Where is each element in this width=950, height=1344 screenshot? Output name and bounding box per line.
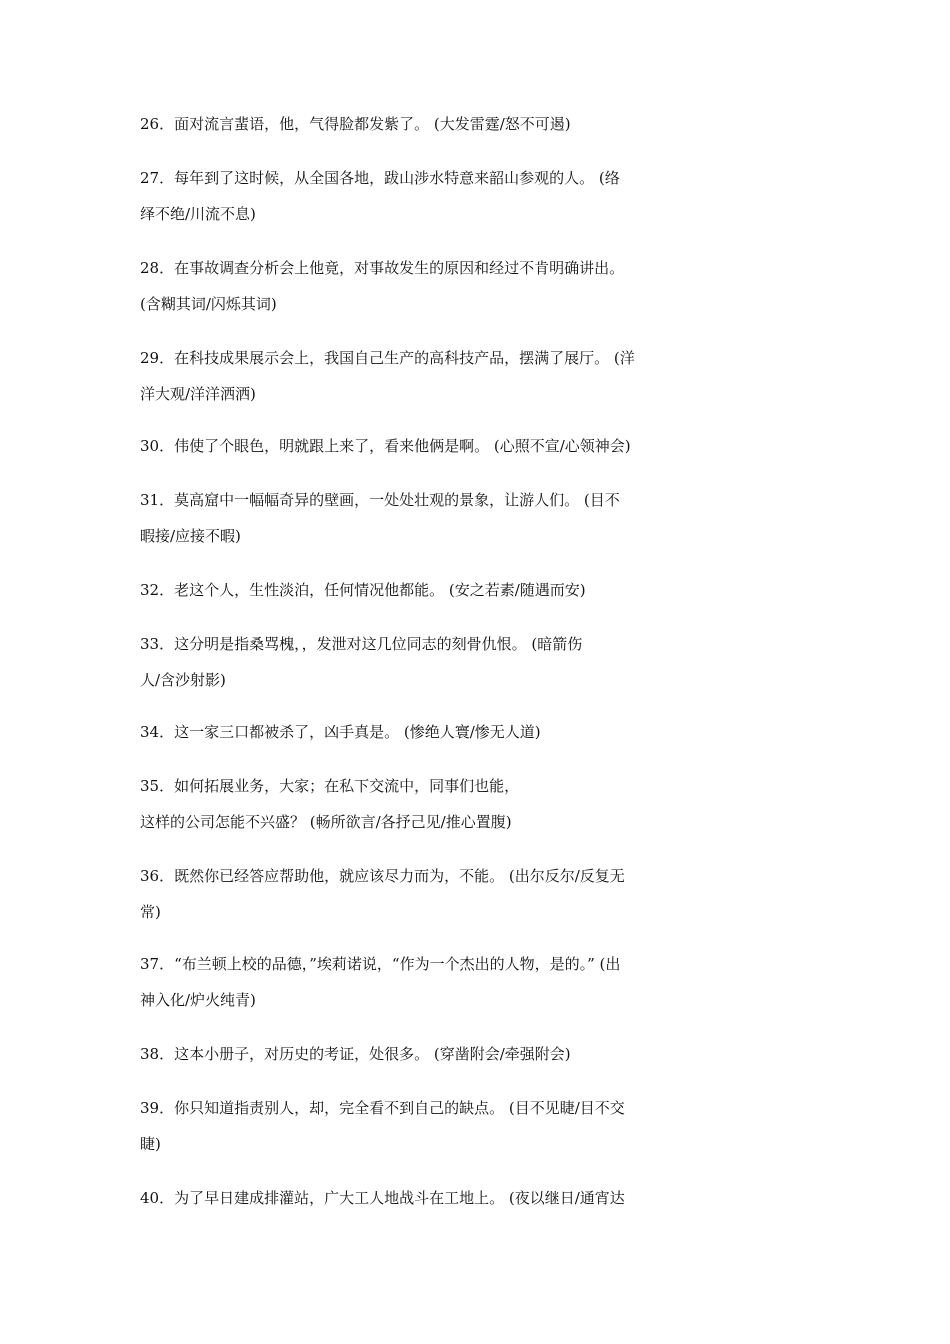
question-34 [140, 714, 760, 750]
question-line: 36．既然你已经答应帮助他，就应该尽力而为，不能。 (出尔反尔/反复无 [140, 867, 625, 885]
question-27 [140, 160, 760, 232]
question-28 [140, 250, 760, 322]
question-line: 40．为了早日建成排灌站，广大工人地战斗在工地上。 (夜以继日/通宵达 [140, 1189, 625, 1207]
question-38 [140, 1036, 760, 1072]
question-line: 30．伟使了个眼色，明就跟上来了，看来他俩是啊。 (心照不宣/心领神会) [140, 437, 631, 455]
question-40 [140, 1180, 760, 1216]
question-26 [140, 106, 760, 142]
question-line: 睫) [140, 1135, 161, 1153]
question-line: 这样的公司怎能不兴盛？ (畅所欲言/各抒己见/推心置腹) [140, 813, 512, 831]
question-line: 暇接/应接不暇) [140, 527, 241, 545]
question-line: 26．面对流言蜚语，他，气得脸都发紫了。 (大发雷霆/怒不可遏) [140, 115, 571, 133]
question-29 [140, 340, 760, 412]
question-line: 29．在科技成果展示会上，我国自己生产的高科技产品，摆满了展厅。 (洋 [140, 349, 635, 367]
question-line: 39．你只知道指责别人，却，完全看不到自己的缺点。 (目不见睫/目不交 [140, 1099, 625, 1117]
question-line: 34．这一家三口都被杀了，凶手真是。 (惨绝人寰/惨无人道) [140, 723, 541, 741]
question-36 [140, 858, 760, 930]
question-line: 28．在事故调查分析会上他竟，对事故发生的原因和经过不肯明确讲出。 [140, 259, 625, 277]
question-line: 洋大观/洋洋洒洒) [140, 385, 256, 403]
question-39 [140, 1090, 760, 1162]
question-line: 31．莫高窟中一幅幅奇异的壁画，一处处壮观的景象，让游人们。 (目不 [140, 491, 620, 509]
question-line: 37．“布兰顿上校的品德，”埃莉诺说，“作为一个杰出的人物，是的。” (出 [140, 955, 621, 973]
question-line: 27．每年到了这时候，从全国各地，跋山涉水特意来韶山参观的人。 (络 [140, 169, 620, 187]
question-line: 常) [140, 903, 161, 921]
question-line: 人/含沙射影) [140, 671, 226, 689]
question-line: 神入化/炉火纯青) [140, 991, 256, 1009]
question-line: 32．老这个人，生性淡泊，任何情况他都能。 (安之若素/随遇而安) [140, 581, 586, 599]
question-line: 33．这分明是指桑骂槐，，发泄对这几位同志的刻骨仇恨。 (暗箭伤 [140, 635, 583, 653]
question-31 [140, 482, 760, 554]
question-33 [140, 626, 760, 698]
question-35 [140, 768, 760, 840]
question-32 [140, 572, 760, 608]
question-line: (含糊其词/闪烁其词) [140, 295, 277, 313]
question-line: 35．如何拓展业务，大家；在私下交流中，同事们也能， [140, 777, 520, 795]
question-37 [140, 946, 760, 1018]
question-line: 38．这本小册子，对历史的考证，处很多。 (穿凿附会/牵强附会) [140, 1045, 571, 1063]
question-30 [140, 428, 760, 464]
question-line: 绎不绝/川流不息) [140, 205, 256, 223]
